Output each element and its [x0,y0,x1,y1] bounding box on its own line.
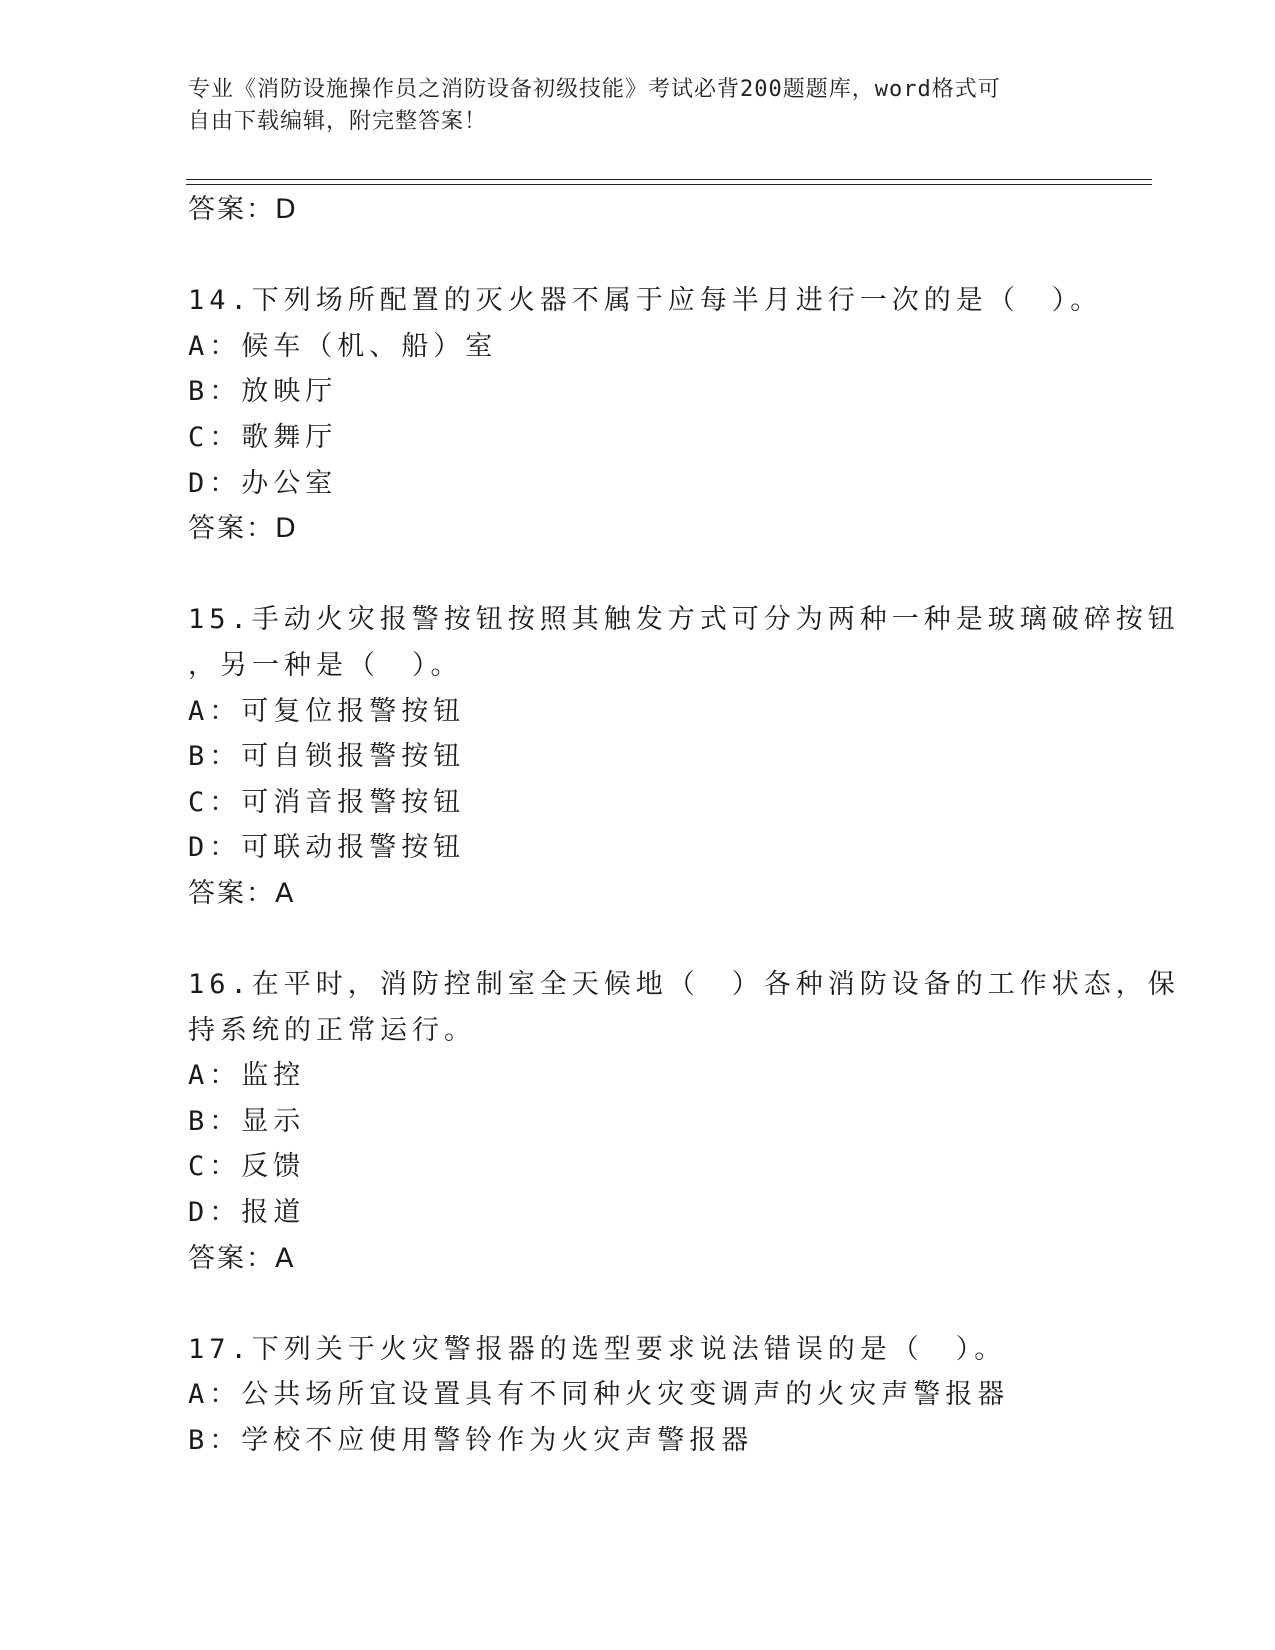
question-17 [188,1327,1088,1464]
option-c: C：可消音报警按钮 [188,786,466,818]
option-d: D：可联动报警按钮 [188,832,466,864]
spacer [188,917,1088,963]
question-text: 17.下列关于火灾警报器的选型要求说法错误的是（ ）。 [188,1333,1007,1365]
spacer [188,1281,1088,1327]
spacer [188,233,1088,279]
question-text: 14.下列场所配置的灭火器不属于应每半月进行一次的是（ ）。 [188,285,1103,317]
answer-label: 答案：D [188,513,298,545]
option-a: A：候车（机、船）室 [188,330,498,362]
option-a: A：公共场所宜设置具有不同种火灾变调声的火灾声警报器 [188,1379,1010,1411]
header-line-1: 专业《消防设施操作员之消防设备初级技能》考试必背200题题库，word格式可 [188,77,1001,102]
question-14 [188,278,1103,552]
document-header [188,74,1068,138]
question-15 [188,597,1180,916]
question-text: 15.手动火灾报警按钮按照其触发方式可分为两种一种是玻璃破碎按钮 [188,604,1180,636]
header-line-2: 自由下载编辑，附完整答案！ [188,109,488,134]
option-a: A：可复位报警按钮 [188,695,466,727]
question-16 [188,962,1180,1281]
option-b: B：学校不应使用警铃作为火灾声警报器 [188,1425,754,1457]
answer-label: 答案：D [188,194,298,225]
spacer [188,552,1088,598]
option-d: D：报道 [188,1197,306,1229]
answer-label: 答案：A [188,877,296,909]
header-divider [186,179,1152,185]
document-body [188,187,1180,1464]
question-text-continued: ，另一种是（ ）。 [188,649,463,681]
option-c: C：歌舞厅 [188,421,338,453]
option-d: D：办公室 [188,467,338,499]
question-text-continued: 持系统的正常运行。 [188,1014,476,1046]
option-b: B：显示 [188,1105,306,1137]
question-text: 16.在平时，消防控制室全天候地（ ）各种消防设备的工作状态，保 [188,969,1180,1001]
option-b: B：放映厅 [188,376,338,408]
answer-label: 答案：A [188,1242,296,1274]
option-a: A：监控 [188,1060,306,1092]
option-b: B：可自锁报警按钮 [188,741,466,773]
option-c: C：反馈 [188,1151,306,1183]
